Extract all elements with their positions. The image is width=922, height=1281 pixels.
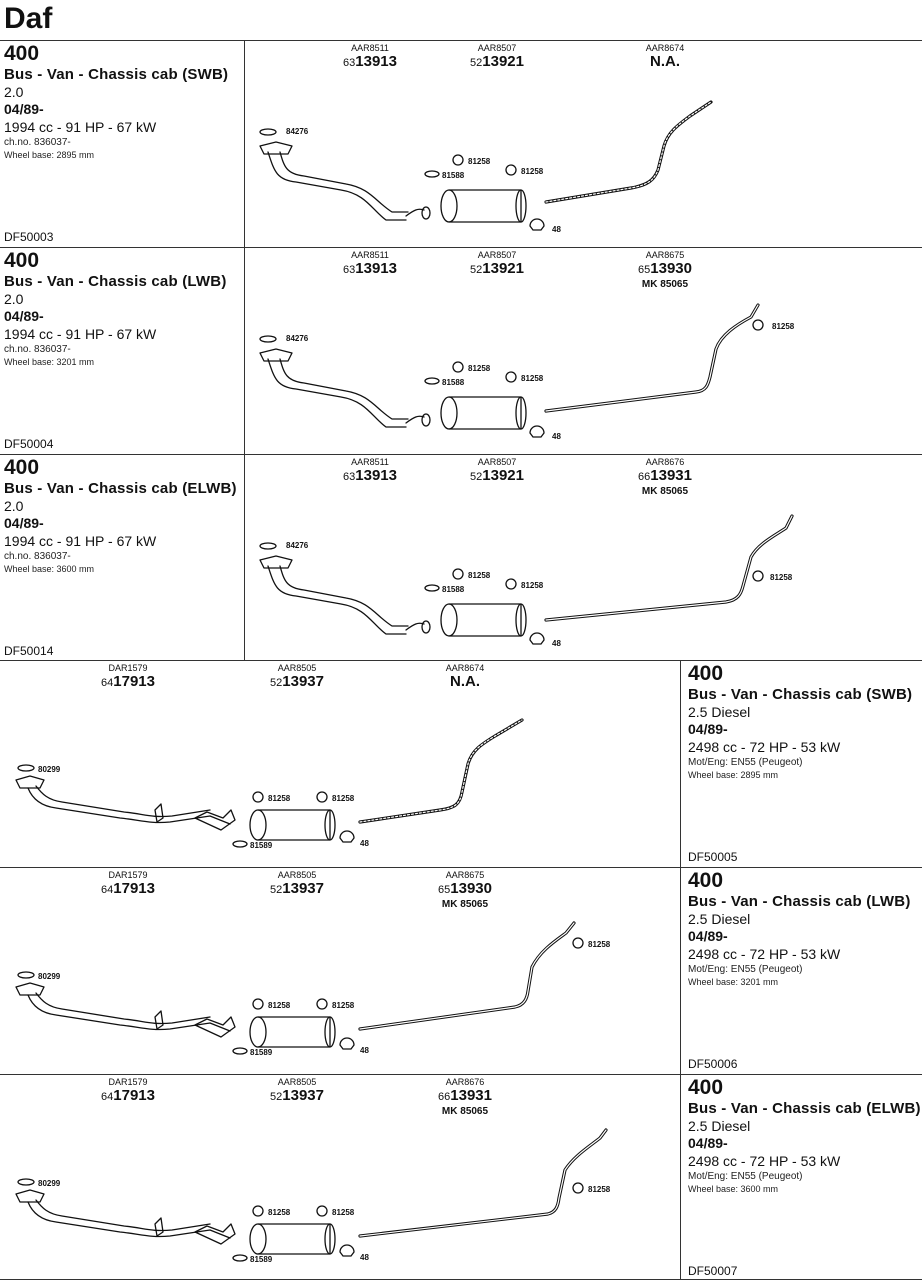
pipe-flange-part	[422, 621, 430, 633]
chassis-number: ch.no. 836037-	[4, 344, 71, 355]
part-callout-gasket: 84276	[286, 334, 309, 343]
chassis-number: ch.no. 836037-	[4, 551, 71, 562]
part-reference: AAR8507	[477, 43, 517, 53]
tail-pipe-part	[360, 923, 574, 1029]
catalog-prefix: 65	[438, 884, 451, 896]
rubber-hanger-part	[573, 938, 583, 948]
catalog-main-number: 13921	[482, 260, 524, 277]
muffler-end-part	[441, 190, 457, 222]
body-type: Bus - Van - Chassis cab (ELWB)	[688, 1100, 921, 1117]
part-callout-gasket: 80299	[38, 972, 61, 981]
production-date: 04/89-	[4, 308, 44, 324]
wheel-base: Wheel base: 3201 mm	[688, 977, 779, 987]
pipe-flange-part	[422, 414, 430, 426]
exhaust-diagram	[246, 40, 916, 245]
part-callout-hanger1: 81258	[468, 364, 491, 373]
part-callout-ring: 81588	[442, 585, 465, 594]
part-callout-hanger2: 81258	[521, 581, 544, 590]
front-pipe-part	[268, 359, 406, 427]
part-reference: DAR1579	[108, 663, 148, 673]
engine-spec: 2498 cc - 72 HP - 53 kW	[688, 1153, 841, 1169]
part-callout-ring: 81588	[442, 378, 465, 387]
diagram-code: DF50007	[688, 1264, 738, 1278]
part-reference: AAR8675	[645, 250, 685, 260]
part-callout-clamp: 48	[552, 225, 561, 234]
part-callout-tail-hanger: 81258	[772, 322, 795, 331]
tail-pipe-part	[546, 305, 758, 411]
tail-pipe-highlight	[546, 305, 758, 411]
muffler-body-part	[258, 1224, 330, 1254]
exhaust-diagram	[246, 247, 916, 452]
part-callout-gasket: 84276	[286, 541, 309, 550]
engine-code: Mot/Eng: EN55 (Peugeot)	[688, 1171, 803, 1182]
part-reference: AAR8505	[277, 663, 317, 673]
rubber-hanger-part	[506, 165, 516, 175]
wheel-base: Wheel base: 3201 mm	[4, 357, 95, 367]
front-pipe-part	[36, 786, 210, 817]
diagram-code: DF50006	[688, 1057, 738, 1071]
part-callout-hanger2: 81258	[521, 167, 544, 176]
diagram-code: DF50014	[4, 644, 54, 658]
mounting-kit: MK 85065	[641, 486, 689, 497]
catalog-main-number: N.A.	[450, 673, 480, 690]
part-callout-tail-hanger: 81258	[770, 573, 793, 582]
muffler-body-part	[449, 604, 521, 636]
mounting-kit: MK 85065	[641, 279, 689, 290]
pipe-bend-part	[406, 623, 424, 630]
model-name: 400	[4, 42, 40, 65]
gasket-part	[18, 765, 34, 771]
catalog-main-number: 17913	[113, 673, 155, 690]
bracket-part	[155, 1218, 163, 1236]
part-reference: AAR8511	[351, 457, 389, 467]
catalog-prefix: 63	[343, 57, 356, 69]
body-type: Bus - Van - Chassis cab (LWB)	[688, 893, 911, 910]
engine-code: Mot/Eng: EN55 (Peugeot)	[688, 757, 803, 768]
catalog-prefix: 52	[270, 884, 283, 896]
flange-part	[260, 556, 292, 568]
front-pipe-part	[28, 1202, 230, 1238]
part-callout-ring: 81589	[250, 1255, 273, 1264]
part-callout-clamp: 48	[360, 839, 369, 848]
rubber-hanger-part	[453, 362, 463, 372]
exhaust-system-drawing	[260, 305, 763, 437]
catalog-main-number: 13937	[282, 673, 324, 690]
part-callout-ring: 81589	[250, 1048, 273, 1057]
catalog-main-number: 13931	[450, 1087, 492, 1104]
gasket-part	[260, 543, 276, 549]
muffler-end-part	[441, 397, 457, 429]
part-callout-clamp: 48	[360, 1253, 369, 1262]
front-pipe-part	[36, 1200, 210, 1231]
part-callout-gasket: 80299	[38, 765, 61, 774]
part-callout-gasket: 80299	[38, 1179, 61, 1188]
vehicle-info-block	[4, 249, 244, 369]
flex-joint-part	[195, 1017, 235, 1037]
part-callout-tail-hanger: 81258	[588, 940, 611, 949]
catalog-main-number: 13913	[355, 467, 397, 484]
catalog-prefix: 63	[343, 471, 356, 483]
production-date: 04/89-	[4, 515, 44, 531]
engine-spec: 1994 cc - 91 HP - 67 kW	[4, 119, 157, 135]
clamp-part	[340, 1038, 354, 1049]
pipe-bend-part	[406, 209, 424, 216]
rubber-hanger-part	[753, 571, 763, 581]
catalog-main-number: 17913	[113, 880, 155, 897]
part-reference: AAR8511	[351, 250, 389, 260]
part-reference: AAR8675	[445, 870, 485, 880]
column-divider	[680, 660, 681, 1279]
model-name: 400	[4, 456, 40, 479]
ring-part	[233, 841, 247, 847]
rubber-hanger-part	[317, 792, 327, 802]
catalog-prefix: 66	[638, 471, 651, 483]
engine-spec: 1994 cc - 91 HP - 67 kW	[4, 326, 157, 342]
flex-joint-part	[195, 810, 235, 830]
part-callout-ring: 81588	[442, 171, 465, 180]
diagram-code: DF50003	[4, 230, 54, 244]
front-pipe-part	[28, 995, 230, 1031]
catalog-prefix: 66	[438, 1091, 451, 1103]
gasket-part	[260, 336, 276, 342]
engine-size: 2.5 Diesel	[688, 911, 751, 927]
part-callout-hanger1: 81258	[268, 1208, 291, 1217]
tail-pipe-part	[360, 720, 522, 822]
catalog-prefix: 52	[470, 471, 483, 483]
part-callout-gasket: 84276	[286, 127, 309, 136]
part-reference: AAR8511	[351, 43, 389, 53]
catalog-prefix: 52	[270, 677, 283, 689]
flange-part	[260, 349, 292, 361]
exhaust-system-drawing	[16, 720, 522, 847]
catalog-main-number: 13921	[482, 467, 524, 484]
catalog-prefix: 52	[470, 264, 483, 276]
exhaust-diagram	[0, 867, 670, 1072]
part-callout-hanger2: 81258	[521, 374, 544, 383]
engine-spec: 2498 cc - 72 HP - 53 kW	[688, 739, 841, 755]
catalog-prefix: 64	[101, 884, 114, 896]
rubber-hanger-part	[453, 155, 463, 165]
mounting-kit: MK 85065	[441, 1106, 489, 1117]
tail-pipe-part	[546, 102, 711, 202]
exhaust-system-drawing	[16, 923, 583, 1054]
catalog-main-number: 13930	[450, 880, 492, 897]
model-name: 400	[688, 869, 724, 892]
diagram-code: DF50005	[688, 850, 738, 864]
mounting-kit: MK 85065	[441, 899, 489, 910]
production-date: 04/89-	[688, 721, 728, 737]
vehicle-info-block	[4, 42, 244, 162]
part-reference: AAR8505	[277, 1077, 317, 1087]
brand-title: Daf	[4, 2, 53, 35]
rubber-hanger-part	[753, 320, 763, 330]
catalog-prefix: 64	[101, 677, 114, 689]
ring-part	[425, 585, 439, 591]
engine-size: 2.5 Diesel	[688, 704, 751, 720]
muffler-end-part	[441, 604, 457, 636]
wheel-base: Wheel base: 2895 mm	[4, 150, 95, 160]
gasket-part	[18, 972, 34, 978]
muffler-end-part	[250, 1224, 266, 1254]
front-pipe-part	[268, 152, 406, 220]
flex-joint-part	[195, 1224, 235, 1244]
part-callout-hanger1: 81258	[268, 1001, 291, 1010]
part-callout-hanger2: 81258	[332, 1208, 355, 1217]
catalog-main-number: 13930	[650, 260, 692, 277]
gasket-part	[260, 129, 276, 135]
row-divider	[0, 1279, 922, 1280]
engine-size: 2.5 Diesel	[688, 1118, 751, 1134]
engine-spec: 2498 cc - 72 HP - 53 kW	[688, 946, 841, 962]
front-pipe-part	[268, 566, 406, 634]
chassis-number: ch.no. 836037-	[4, 137, 71, 148]
rubber-hanger-part	[253, 999, 263, 1009]
rubber-hanger-part	[253, 1206, 263, 1216]
muffler-body-part	[258, 1017, 330, 1047]
ring-part	[425, 171, 439, 177]
muffler-end-part	[250, 810, 266, 840]
wheel-base: Wheel base: 3600 mm	[688, 1184, 779, 1194]
rubber-hanger-part	[506, 372, 516, 382]
vehicle-info-block	[4, 456, 244, 576]
part-callout-clamp: 48	[552, 639, 561, 648]
vehicle-info-block	[688, 1076, 922, 1196]
clamp-part	[340, 1245, 354, 1256]
rubber-hanger-part	[573, 1183, 583, 1193]
production-date: 04/89-	[688, 928, 728, 944]
muffler-body-part	[449, 190, 521, 222]
part-callout-ring: 81589	[250, 841, 273, 850]
part-reference: AAR8507	[477, 250, 517, 260]
catalog-main-number: 13931	[650, 467, 692, 484]
wheel-base: Wheel base: 3600 mm	[4, 564, 95, 574]
column-divider	[244, 40, 245, 660]
flange-part	[16, 983, 44, 995]
wheel-base: Wheel base: 2895 mm	[688, 770, 779, 780]
part-reference: AAR8676	[445, 1077, 485, 1087]
tail-pipe-part	[360, 1130, 606, 1236]
engine-code: Mot/Eng: EN55 (Peugeot)	[688, 964, 803, 975]
front-pipe-part	[36, 993, 210, 1024]
ring-part	[233, 1255, 247, 1261]
catalog-prefix: 65	[638, 264, 651, 276]
part-callout-clamp: 48	[360, 1046, 369, 1055]
model-name: 400	[688, 662, 724, 685]
catalog-prefix: 64	[101, 1091, 114, 1103]
exhaust-system-drawing	[260, 516, 792, 644]
part-callout-hanger2: 81258	[332, 794, 355, 803]
pipe-flange-part	[422, 207, 430, 219]
clamp-part	[340, 831, 354, 842]
part-reference: AAR8505	[277, 870, 317, 880]
muffler-body-part	[449, 397, 521, 429]
gasket-part	[18, 1179, 34, 1185]
clamp-part	[530, 219, 544, 230]
part-reference: AAR8676	[645, 457, 685, 467]
part-callout-hanger1: 81258	[268, 794, 291, 803]
vehicle-info-block	[688, 869, 922, 989]
exhaust-system-drawing	[16, 1130, 606, 1261]
rubber-hanger-part	[506, 579, 516, 589]
body-type: Bus - Van - Chassis cab (SWB)	[688, 686, 913, 703]
exhaust-system-drawing	[260, 102, 711, 230]
body-type: Bus - Van - Chassis cab (LWB)	[4, 273, 227, 290]
body-type: Bus - Van - Chassis cab (ELWB)	[4, 480, 237, 497]
catalog-main-number: 17913	[113, 1087, 155, 1104]
vehicle-info-block	[688, 662, 922, 782]
model-name: 400	[688, 1076, 724, 1099]
part-callout-clamp: 48	[552, 432, 561, 441]
part-reference: DAR1579	[108, 1077, 148, 1087]
pipe-bend-part	[406, 416, 424, 423]
exhaust-diagram	[0, 1074, 670, 1279]
bracket-part	[155, 804, 163, 822]
flange-part	[260, 142, 292, 154]
part-callout-hanger1: 81258	[468, 157, 491, 166]
exhaust-diagram	[0, 660, 670, 865]
front-pipe-part	[28, 788, 230, 824]
flange-part	[16, 776, 44, 788]
part-callout-tail-hanger: 81258	[588, 1185, 611, 1194]
rubber-hanger-part	[253, 792, 263, 802]
catalog-main-number: N.A.	[650, 53, 680, 70]
catalog-main-number: 13913	[355, 53, 397, 70]
bracket-part	[155, 1011, 163, 1029]
exhaust-diagram	[246, 454, 916, 659]
production-date: 04/89-	[4, 101, 44, 117]
production-date: 04/89-	[688, 1135, 728, 1151]
catalog-main-number: 13921	[482, 53, 524, 70]
part-callout-hanger2: 81258	[332, 1001, 355, 1010]
muffler-end-part	[250, 1017, 266, 1047]
catalog-main-number: 13937	[282, 880, 324, 897]
part-reference: AAR8674	[645, 43, 685, 53]
muffler-body-part	[258, 810, 330, 840]
diagram-code: DF50004	[4, 437, 54, 451]
part-reference: DAR1579	[108, 870, 148, 880]
rubber-hanger-part	[317, 999, 327, 1009]
catalog-prefix: 52	[470, 57, 483, 69]
rubber-hanger-part	[453, 569, 463, 579]
tail-pipe-part	[546, 516, 792, 620]
clamp-part	[530, 426, 544, 437]
catalog-prefix: 52	[270, 1091, 283, 1103]
catalog-main-number: 13937	[282, 1087, 324, 1104]
model-name: 400	[4, 249, 40, 272]
clamp-part	[530, 633, 544, 644]
part-reference: AAR8507	[477, 457, 517, 467]
engine-size: 2.0	[4, 291, 24, 307]
flange-part	[16, 1190, 44, 1202]
ring-part	[233, 1048, 247, 1054]
ring-part	[425, 378, 439, 384]
part-reference: AAR8674	[445, 663, 485, 673]
engine-size: 2.0	[4, 84, 24, 100]
rubber-hanger-part	[317, 1206, 327, 1216]
engine-spec: 1994 cc - 91 HP - 67 kW	[4, 533, 157, 549]
engine-size: 2.0	[4, 498, 24, 514]
catalog-prefix: 63	[343, 264, 356, 276]
part-callout-hanger1: 81258	[468, 571, 491, 580]
body-type: Bus - Van - Chassis cab (SWB)	[4, 66, 229, 83]
tail-pipe-highlight	[546, 516, 792, 620]
catalog-main-number: 13913	[355, 260, 397, 277]
